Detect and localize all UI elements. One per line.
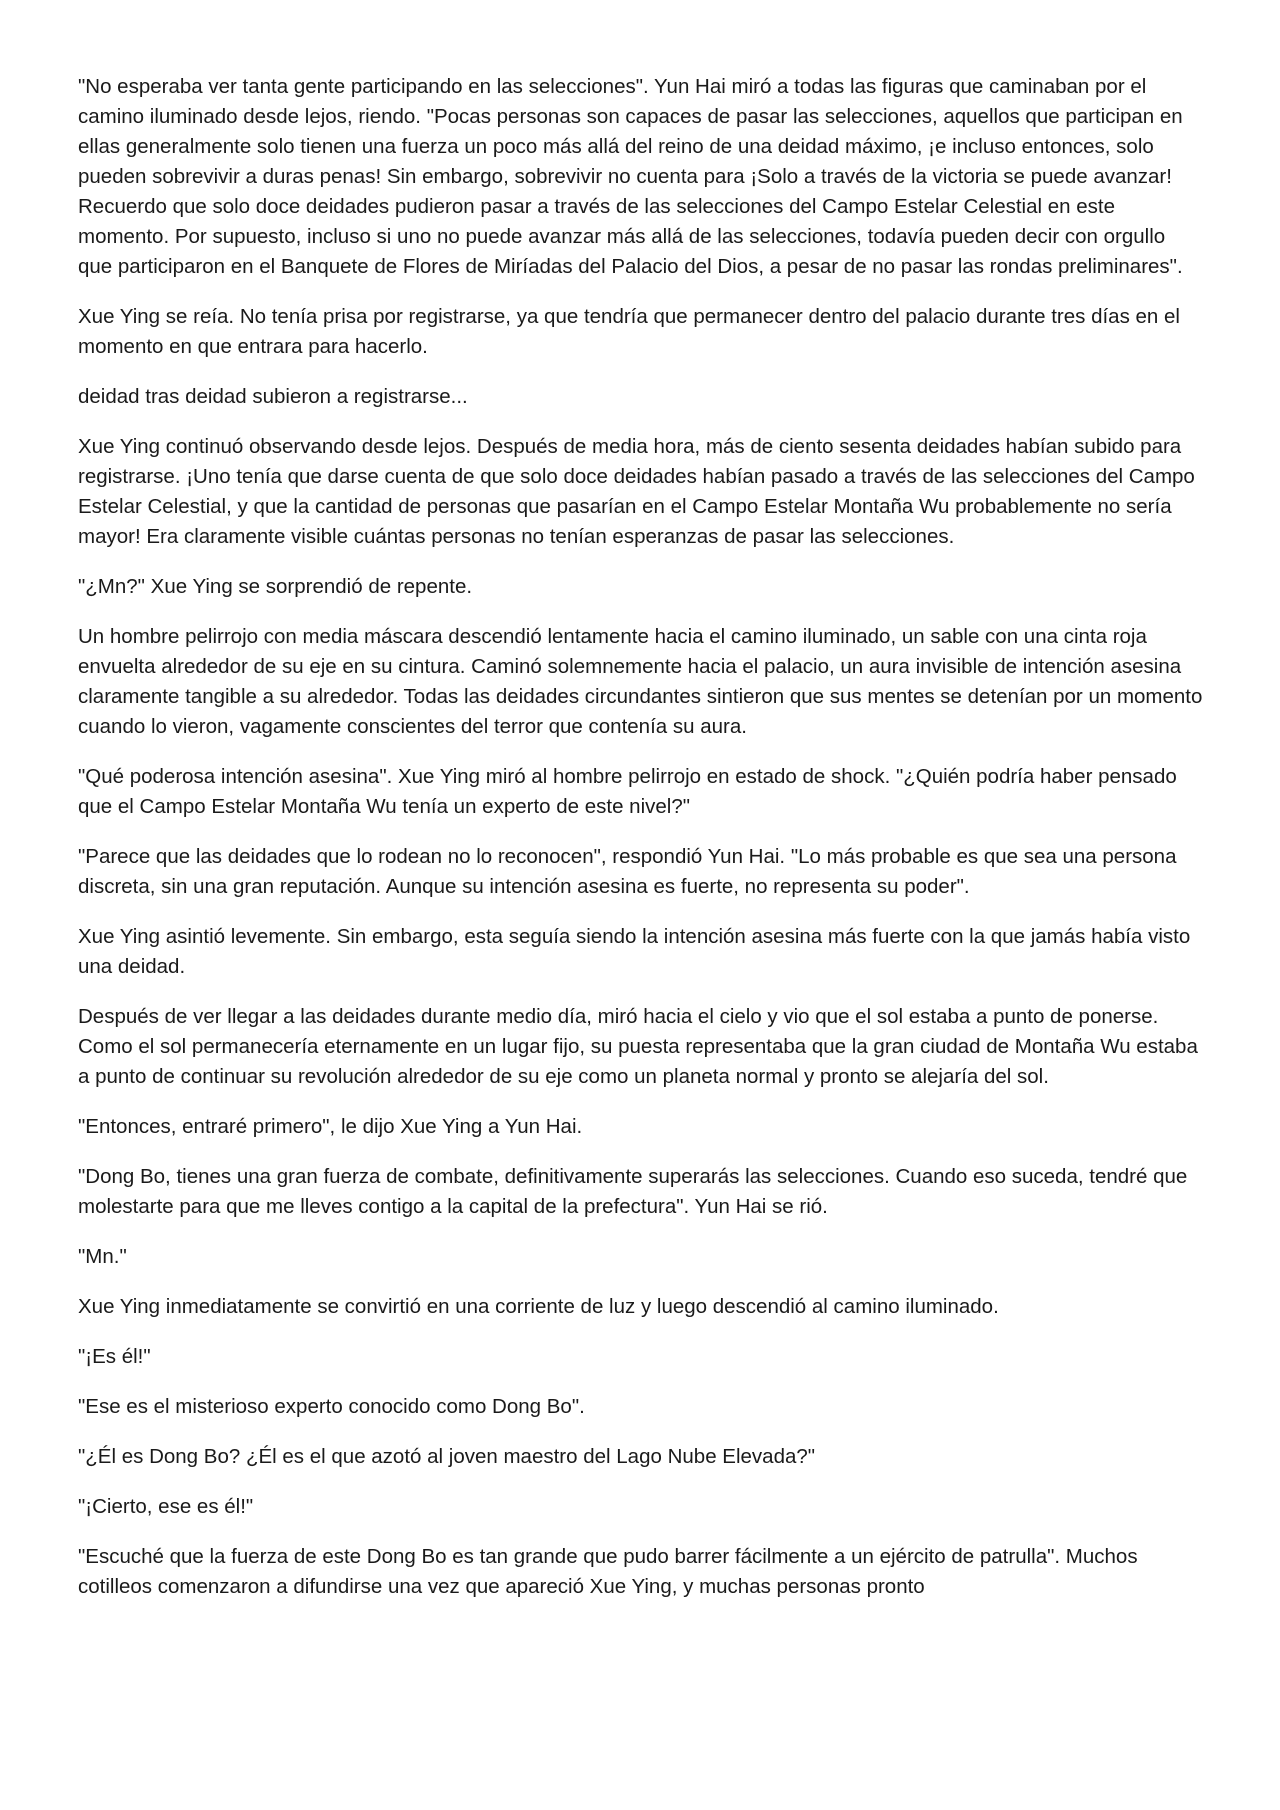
paragraph: Después de ver llegar a las deidades durante medio día, miró hacia el cielo y vio que el sol estaba a punto de ponerse. Como el sol permanecería eternamente en un lugar fijo, su puesta representaba que la gran ciudad de Montaña Wu estaba a punto de continuar su revolución alrededor de su eje como un planeta normal y pronto se alejaría del sol. <box>78 1005 1198 1088</box>
paragraph: Xue Ying se reía. No tenía prisa por registrarse, ya que tendría que permanecer dentro del palacio durante tres días en el momento en que entrara para hacerlo. <box>78 305 1180 358</box>
paragraph: Xue Ying asintió levemente. Sin embargo, esta seguía siendo la intención asesina más fuerte con la que jamás había visto una deidad. <box>78 925 1191 978</box>
paragraph: "Escuché que la fuerza de este Dong Bo es tan grande que pudo barrer fácilmente a un ejército de patrulla". Muchos cotilleos comenzaron a difundirse una vez que apareció Xue Ying, y muchas personas pronto <box>78 1545 1138 1598</box>
paragraph: deidad tras deidad subieron a registrarse... <box>78 385 468 408</box>
paragraph: "¿Mn?" Xue Ying se sorprendió de repente. <box>78 575 473 598</box>
paragraph: "Entonces, entraré primero", le dijo Xue Ying a Yun Hai. <box>78 1115 583 1138</box>
paragraph: "¡Es él!" <box>78 1345 151 1368</box>
paragraph: "Ese es el misterioso experto conocido como Dong Bo". <box>78 1395 585 1418</box>
paragraph: "No esperaba ver tanta gente participando en las selecciones". Yun Hai miró a todas las figuras que caminaban por el camino iluminado desde lejos, riendo. "Pocas personas son capaces de pasar las selecciones, aquellos que participan en ellas generalmente solo tienen una fuerza un poco más allá del reino de una deidad máximo, ¡e incluso entonces, solo pueden sobrevivir a duras penas! Sin embargo, sobrevivir no cuenta para ¡Solo a través de la victoria se puede avanzar! Recuerdo que solo doce deidades pudieron pasar a través de las selecciones del Campo Estelar Celestial en este momento. Por supuesto, incluso si uno no puede avanzar más allá de las selecciones, todavía pueden decir con orgullo que participaron en el Banquete de Flores de Miríadas del Palacio del Dios, a pesar de no pasar las rondas preliminares". <box>78 75 1183 278</box>
paragraph: "Dong Bo, tienes una gran fuerza de combate, definitivamente superarás las selecciones. Cuando eso suceda, tendré que molestarte para que me lleves contigo a la capital de la prefectura". Yun Hai se rió. <box>78 1165 1188 1218</box>
paragraph: "Parece que las deidades que lo rodean no lo reconocen", respondió Yun Hai. "Lo más probable es que sea una persona discreta, sin una gran reputación. Aunque su intención asesina es fuerte, no representa su poder". <box>78 845 1177 898</box>
paragraph: Xue Ying inmediatamente se convirtió en una corriente de luz y luego descendió al camino iluminado. <box>78 1295 999 1318</box>
document-page <box>78 72 1204 1622</box>
paragraph: "Mn." <box>78 1245 127 1268</box>
paragraph: "¿Él es Dong Bo? ¿Él es el que azotó al joven maestro del Lago Nube Elevada?" <box>78 1445 816 1468</box>
paragraph: "Qué poderosa intención asesina". Xue Ying miró al hombre pelirrojo en estado de shock. "¿Quién podría haber pensado que el Campo Estelar Montaña Wu tenía un experto de este nivel?" <box>78 765 1177 818</box>
paragraph: Xue Ying continuó observando desde lejos. Después de media hora, más de ciento sesenta deidades habían subido para registrarse. ¡Uno tenía que darse cuenta de que solo doce deidades habían pasado a través de las selecciones del Campo Estelar Celestial, y que la cantidad de personas que pasarían en el Campo Estelar Montaña Wu probablemente no sería mayor! Era claramente visible cuántas personas no tenían esperanzas de pasar las selecciones. <box>78 435 1195 548</box>
paragraph: "¡Cierto, ese es él!" <box>78 1495 254 1518</box>
paragraph: Un hombre pelirrojo con media máscara descendió lentamente hacia el camino iluminado, un sable con una cinta roja envuelta alrededor de su eje en su cintura. Caminó solemnemente hacia el palacio, un aura invisible de intención asesina claramente tangible a su alrededor. Todas las deidades circundantes sintieron que sus mentes se detenían por un momento cuando lo vieron, vagamente conscientes del terror que contenía su aura. <box>78 625 1203 738</box>
